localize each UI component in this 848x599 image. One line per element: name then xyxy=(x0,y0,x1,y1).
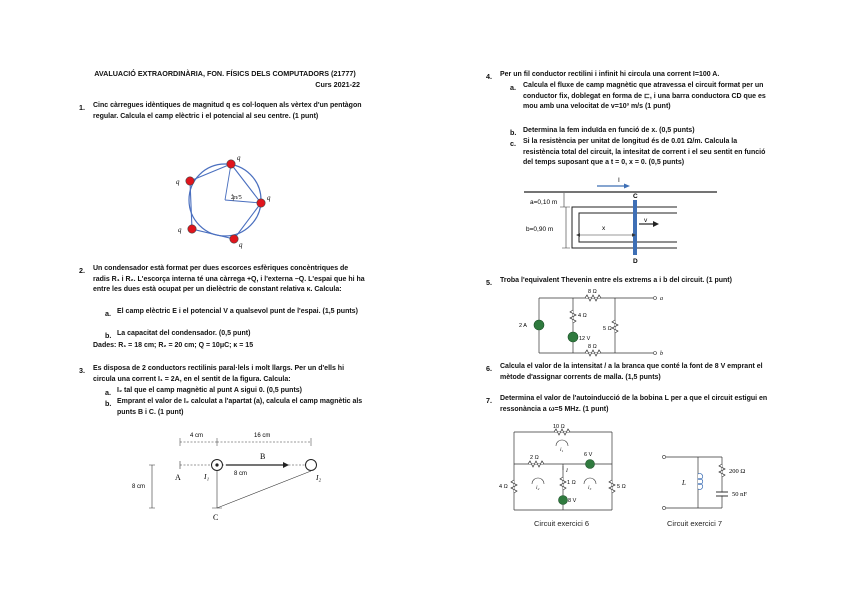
q5-number: 5. xyxy=(486,278,492,287)
q2b-label: b. xyxy=(105,331,112,340)
q3-number: 3. xyxy=(79,366,85,375)
q2-number: 2. xyxy=(79,266,85,275)
res-5: 5 Ω xyxy=(603,326,612,332)
circuit-6-caption: Circuit exercici 6 xyxy=(534,519,590,528)
cap-50nf: 50 nF xyxy=(732,491,747,498)
q6-text: Calcula el valor de la intensitat / a la branca que conté la font de 8 V emprant el mètode d'assignar corrents de malla. (1,5 punts) xyxy=(500,363,763,381)
q4b-text: Determina la fem induïda en funció de x. (0,5 punts) xyxy=(523,127,695,134)
course-year: Curs 2021-22 xyxy=(315,80,360,89)
inductor-label: L xyxy=(682,479,686,487)
point-c-label: C xyxy=(213,513,219,522)
wire-current-label: I xyxy=(618,177,620,184)
q1-text: Cinc càrregues idèntiques de magnitud q es col·loquen als vèrtex d'un pentàgon regular. Calcula el camp elèctric i el potencial al seu centre. (1 punt) xyxy=(93,102,362,120)
res-1: 1 Ω xyxy=(567,480,576,486)
q7-text: Determina el valor de l'autoinducció de la bobina L per a que el circuit estigui en ressonància a ω=5 MHz. (1 punt) xyxy=(500,395,768,413)
source-6v: 6 V xyxy=(584,452,593,458)
source-8v: 8 V xyxy=(568,498,577,504)
res-8-bottom: 8 Ω xyxy=(588,344,597,350)
dim-16cm: 16 cm xyxy=(254,433,271,439)
q3-text: Es disposa de 2 conductors rectilinis paral·lels i molt llargs. Per un d'ells hi circula una corrent I₁ = 2A, en el sentit de la figura. Calcula: xyxy=(93,365,345,383)
res-8-top: 8 Ω xyxy=(588,289,597,295)
distance-b-label: b=0,90 m xyxy=(526,226,554,233)
circuit-7-figure xyxy=(660,448,770,518)
q2-text: Un condensador està format per dues escorces esfèriques concèntriques de radis R₁ i R₂. L'escorça interna té una càrrega +Q, i l'externa −Q. L'espai que hi ha entre les dues està ocupat per un dielèctric de constant relativa κ. Calcula: xyxy=(93,265,365,294)
velocity-label: v xyxy=(644,217,648,224)
q3b-text: Emprant el valor de I₂ calculat a l'apartat (a), calcula el camp magnètic als punts B i C. (1 punt) xyxy=(117,398,363,416)
mesh-i3: i₃ xyxy=(588,485,592,491)
q7-number: 7. xyxy=(486,396,492,405)
q5-circuit-figure xyxy=(515,290,675,360)
q2a-label: a. xyxy=(105,309,111,318)
bar-c-label: C xyxy=(633,193,638,200)
q4-circuit-figure xyxy=(522,175,722,265)
q4a-text: Calcula el fluxe de camp magnètic que atravessa el circuit format per un conductor fix, doblegat en forma de ⊏, i una barra conductora CD que es mou amb una velocitat de v=10³ m/s (1 punt) xyxy=(523,82,766,111)
q3a-label: a. xyxy=(105,388,111,397)
dim-4cm: 4 cm xyxy=(190,433,204,439)
mesh-i1: i₁ xyxy=(560,447,564,453)
q3b-label: b. xyxy=(105,399,112,408)
res-200: 200 Ω xyxy=(729,468,746,475)
terminal-b: b xyxy=(660,351,663,357)
charge-q-label: q xyxy=(237,154,241,162)
point-b-label: B xyxy=(260,452,266,461)
q3a-text: I₂ tal que el camp magnètic al punt A sigui 0. (0,5 punts) xyxy=(117,387,303,394)
q3-wires-figure xyxy=(128,428,338,528)
charge-q-label: q xyxy=(267,194,271,202)
bar-d-label: D xyxy=(633,258,638,265)
q2b-text: La capacitat del condensador. (0,5 punt) xyxy=(117,330,251,337)
q6-number: 6. xyxy=(486,364,492,373)
res-2: 2 Ω xyxy=(530,455,539,461)
dim-8cm-vertical: 8 cm xyxy=(132,484,146,490)
current-i2-label: I₂ xyxy=(316,473,322,482)
res-5: 5 Ω xyxy=(617,484,626,490)
voltage-source-label: 12 V xyxy=(579,336,591,342)
q4c-text: Si la resistència per unitat de longitud és de 0.01 Ω/m. Calcula la resistència total del circuit, la intesitat de corrent i el seu sentit en funció del temps suposant que a t = 0, x = 0. (0,5 punts) xyxy=(523,138,766,167)
q4a-label: a. xyxy=(510,83,516,92)
angle-label: 2π/5 xyxy=(231,195,242,201)
dim-8cm-horizontal: 8 cm xyxy=(234,471,248,477)
point-a-label: A xyxy=(175,473,181,482)
q4c-label: c. xyxy=(510,139,516,148)
q5-text: Troba l'equivalent Thevenin entre els extrems a i b del circuit. (1 punt) xyxy=(500,277,732,284)
res-10: 10 Ω xyxy=(553,424,565,430)
current-i1-label: I₁ xyxy=(204,472,210,481)
charge-q-label: q xyxy=(178,226,182,234)
current-source-label: 2 A xyxy=(519,323,527,329)
res-4: 4 Ω xyxy=(499,484,508,490)
res-4: 4 Ω xyxy=(578,313,587,319)
circuit-7-caption: Circuit exercici 7 xyxy=(667,519,723,528)
q2a-text: El camp elèctric E i el potencial V a qualsevol punt de l'espai. (1,5 punts) xyxy=(117,308,358,315)
q4-text: Per un fil conductor rectilini i infinit hi circula una corrent I=100 A. xyxy=(500,71,720,78)
charge-q-label: q xyxy=(239,241,243,249)
circuit-6-figure xyxy=(498,422,638,517)
q4b-label: b. xyxy=(510,128,517,137)
distance-x-label: x xyxy=(602,225,606,232)
terminal-a: a xyxy=(660,296,663,302)
q1-pentagon-figure xyxy=(170,150,280,250)
charge-q-label: q xyxy=(176,178,180,186)
q4-number: 4. xyxy=(486,72,492,81)
q1-number: 1. xyxy=(79,103,85,112)
mesh-i2: i₂ xyxy=(536,485,540,491)
branch-current-i: I xyxy=(566,468,568,474)
distance-a-label: a=0,10 m xyxy=(530,199,558,206)
exam-title: AVALUACIÓ EXTRAORDINÀRIA, FON. FÍSICS DELS COMPUTADORS (21777) xyxy=(94,69,356,78)
q2-data: Dades: R₁ = 18 cm; R₂ = 20 cm; Q = 10μC; κ = 15 xyxy=(93,342,254,349)
